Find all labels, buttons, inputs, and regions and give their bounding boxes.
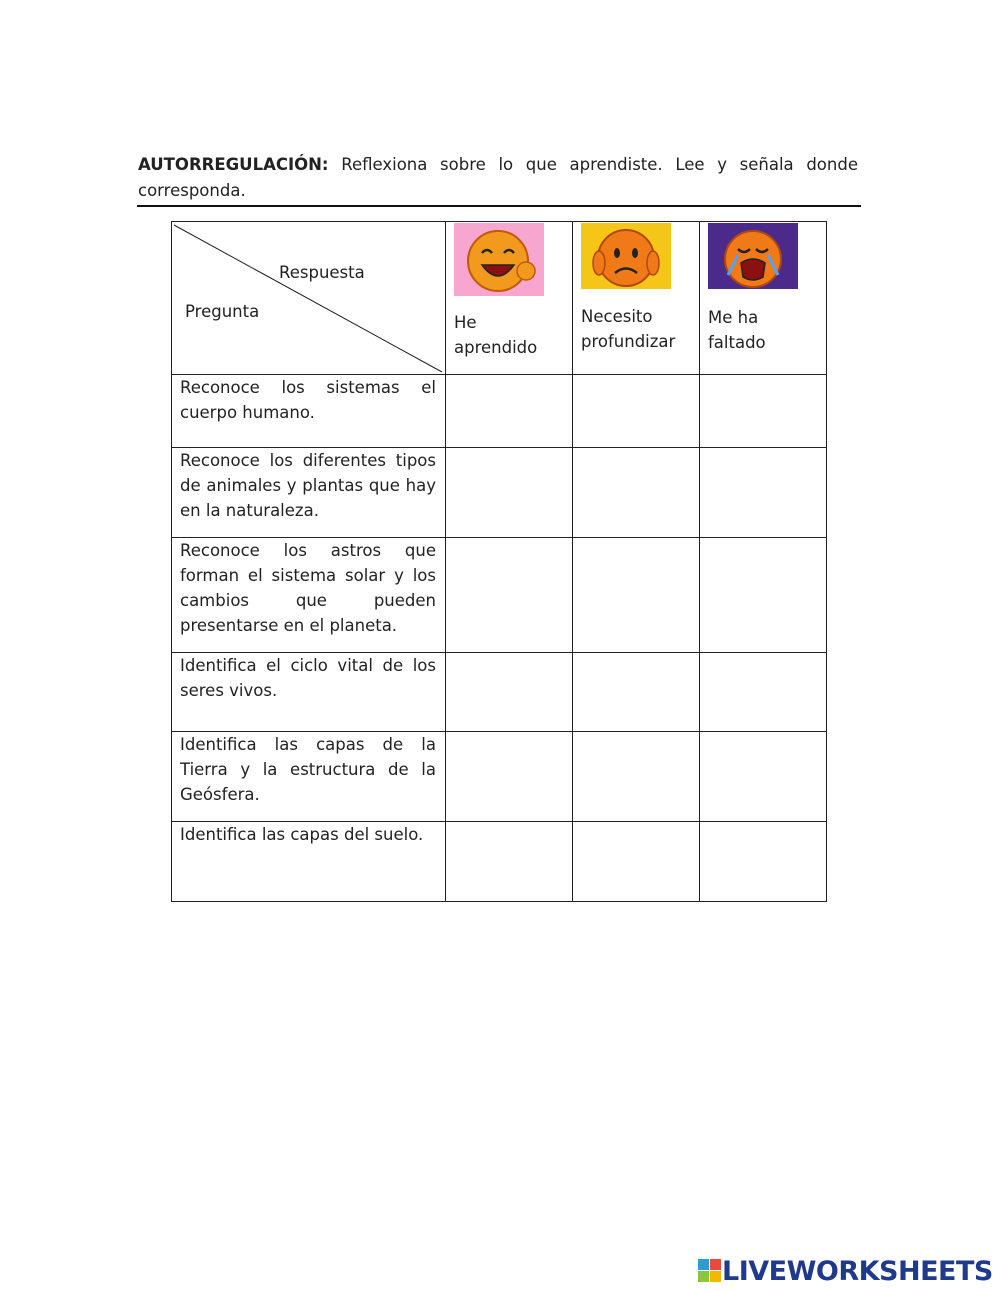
instructions bbox=[138, 152, 858, 204]
respuesta-label: Respuesta bbox=[279, 263, 365, 282]
table-row bbox=[172, 653, 827, 732]
column-header-aprendido bbox=[446, 222, 573, 375]
question-cell: Identifica el ciclo vital de los seres vivos. bbox=[172, 653, 446, 732]
question-cell: Reconoce los diferentes tipos de animales y plantas que hay en la naturaleza. bbox=[172, 448, 446, 538]
answer-cell-faltado[interactable] bbox=[700, 538, 827, 653]
answer-cell-profundizar[interactable] bbox=[573, 448, 700, 538]
column-label-line2: profundizar bbox=[581, 332, 676, 351]
self-assessment-table bbox=[171, 221, 827, 902]
table-row bbox=[172, 732, 827, 822]
brand-name: LIVEWORKSHEETS bbox=[722, 1255, 993, 1287]
instructions-text: Reflexiona sobre lo que aprendiste. Lee y señala donde corresponda. bbox=[138, 155, 858, 200]
answer-cell-aprendido[interactable] bbox=[446, 732, 573, 822]
answer-cell-profundizar[interactable] bbox=[573, 653, 700, 732]
answer-cell-aprendido[interactable] bbox=[446, 653, 573, 732]
answer-cell-profundizar[interactable] bbox=[573, 732, 700, 822]
question-cell: Identifica las capas de la Tierra y la estructura de la Geósfera. bbox=[172, 732, 446, 822]
column-label-line1: Me ha bbox=[708, 308, 759, 327]
worried-face-icon bbox=[581, 223, 671, 289]
question-cell: Reconoce los astros que forman el sistema solar y los cambios que pueden presentarse en el planeta. bbox=[172, 538, 446, 653]
answer-cell-aprendido[interactable] bbox=[446, 448, 573, 538]
answer-cell-faltado[interactable] bbox=[700, 375, 827, 448]
answer-cell-faltado[interactable] bbox=[700, 732, 827, 822]
instructions-heading: AUTORREGULACIÓN: bbox=[138, 155, 329, 174]
column-header-faltado bbox=[700, 222, 827, 375]
table-header-row bbox=[172, 222, 827, 375]
table-row bbox=[172, 538, 827, 653]
column-label-line2: faltado bbox=[708, 333, 766, 352]
answer-cell-profundizar[interactable] bbox=[573, 375, 700, 448]
question-cell: Identifica las capas del suelo. bbox=[172, 822, 446, 902]
answer-cell-aprendido[interactable] bbox=[446, 538, 573, 653]
diagonal-header-cell bbox=[172, 222, 446, 375]
answer-cell-faltado[interactable] bbox=[700, 822, 827, 902]
column-label-line1: He bbox=[454, 313, 477, 332]
answer-cell-faltado[interactable] bbox=[700, 448, 827, 538]
laughing-face-icon bbox=[454, 223, 544, 296]
answer-cell-profundizar[interactable] bbox=[573, 822, 700, 902]
answer-cell-aprendido[interactable] bbox=[446, 822, 573, 902]
pregunta-label: Pregunta bbox=[185, 302, 260, 321]
divider bbox=[137, 205, 861, 207]
answer-cell-profundizar[interactable] bbox=[573, 538, 700, 653]
column-header-profundizar bbox=[573, 222, 700, 375]
answer-cell-faltado[interactable] bbox=[700, 653, 827, 732]
answer-cell-aprendido[interactable] bbox=[446, 375, 573, 448]
table-row bbox=[172, 822, 827, 902]
liveworksheets-logo-icon bbox=[698, 1259, 722, 1283]
table-row bbox=[172, 448, 827, 538]
liveworksheets-logo[interactable] bbox=[698, 1254, 993, 1288]
crying-face-icon bbox=[708, 223, 798, 289]
column-label-line2: aprendido bbox=[454, 338, 538, 357]
column-label-line1: Necesito bbox=[581, 307, 653, 326]
table-row bbox=[172, 375, 827, 448]
question-cell: Reconoce los sistemas el cuerpo humano. bbox=[172, 375, 446, 448]
